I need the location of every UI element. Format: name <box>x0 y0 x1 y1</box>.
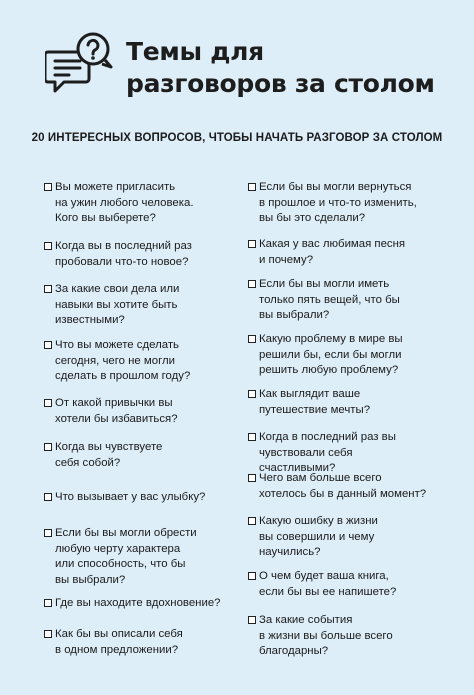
checkbox-icon <box>248 517 256 525</box>
question-text: Какую ошибку в жизни вы совершили и чему научились? <box>259 515 378 559</box>
title-line-1: Темы для <box>126 37 264 66</box>
checkbox-icon <box>44 630 52 638</box>
question-text: За какие свои дела или навыки вы хотите быть известными? <box>55 283 180 327</box>
question-text: За какие события в жизни вы больше всего благодарны? <box>259 614 393 658</box>
checkbox-icon <box>44 183 52 191</box>
subtitle: 20 ИНТЕРЕСНЫХ ВОПРОСОВ, ЧТОБЫ НАЧАТЬ РАЗГОВОР ЗА СТОЛОМ <box>31 132 443 144</box>
question-text: Как бы вы описали себя в одном предложении? <box>55 628 183 656</box>
checkbox-icon <box>44 493 52 501</box>
checkbox-icon <box>248 335 256 343</box>
question-text: Какую проблему в мире вы решили бы, если бы могли решить любую проблему? <box>259 333 403 377</box>
checkbox-icon <box>44 242 52 250</box>
question-text: Когда вы чувствуете себя собой? <box>55 441 163 469</box>
question-text: Что вы можете сделать сегодня, чего не могли сделать в прошлом году? <box>55 339 191 383</box>
question-text: О чем будет ваша книга, если бы вы ее напишете? <box>259 570 397 598</box>
checkbox-icon <box>44 341 52 349</box>
chat-question-icon <box>45 30 115 100</box>
checkbox-icon <box>248 572 256 580</box>
question-text: От какой привычки вы хотели бы избавиться? <box>55 397 178 425</box>
question-text: Чего вам больше всего хотелось бы в данный момент? <box>259 472 427 500</box>
checkbox-icon <box>44 599 52 607</box>
page-title <box>126 36 435 100</box>
question-text: Когда в последний раз вы чувствовали себя счастливыми? <box>259 431 396 475</box>
question-text: Что вызывает у вас улыбку? <box>55 491 206 503</box>
checkbox-icon <box>44 443 52 451</box>
checkbox-icon <box>44 285 52 293</box>
checkbox-icon <box>248 616 256 624</box>
checkbox-icon <box>248 183 256 191</box>
checkbox-icon <box>248 240 256 248</box>
question-text: Если бы вы могли обрести любую черту характера или способность, что бы вы выбрали? <box>55 527 197 586</box>
question-text: Если бы вы могли вернуться в прошлое и что-то изменить, вы бы это сделали? <box>259 181 417 225</box>
question-text: Как выглядит ваше путешествие мечты? <box>259 388 371 416</box>
checkbox-icon <box>248 280 256 288</box>
question-text: Если бы вы могли иметь только пять вещей, что бы вы выбрали? <box>259 278 400 322</box>
checkbox-icon <box>248 474 256 482</box>
question-text: Какая у вас любимая песня и почему? <box>259 238 406 266</box>
question-text: Когда вы в последний раз пробовали что-то новое? <box>55 240 192 268</box>
checkbox-icon <box>248 433 256 441</box>
question-text: Где вы находите вдохновение? <box>55 597 221 609</box>
checkbox-icon <box>44 529 52 537</box>
question-text: Вы можете пригласить на ужин любого человека. Кого вы выберете? <box>55 181 194 225</box>
title-line-2: разговоров за столом <box>126 69 435 98</box>
checkbox-icon <box>44 399 52 407</box>
checkbox-icon <box>248 390 256 398</box>
